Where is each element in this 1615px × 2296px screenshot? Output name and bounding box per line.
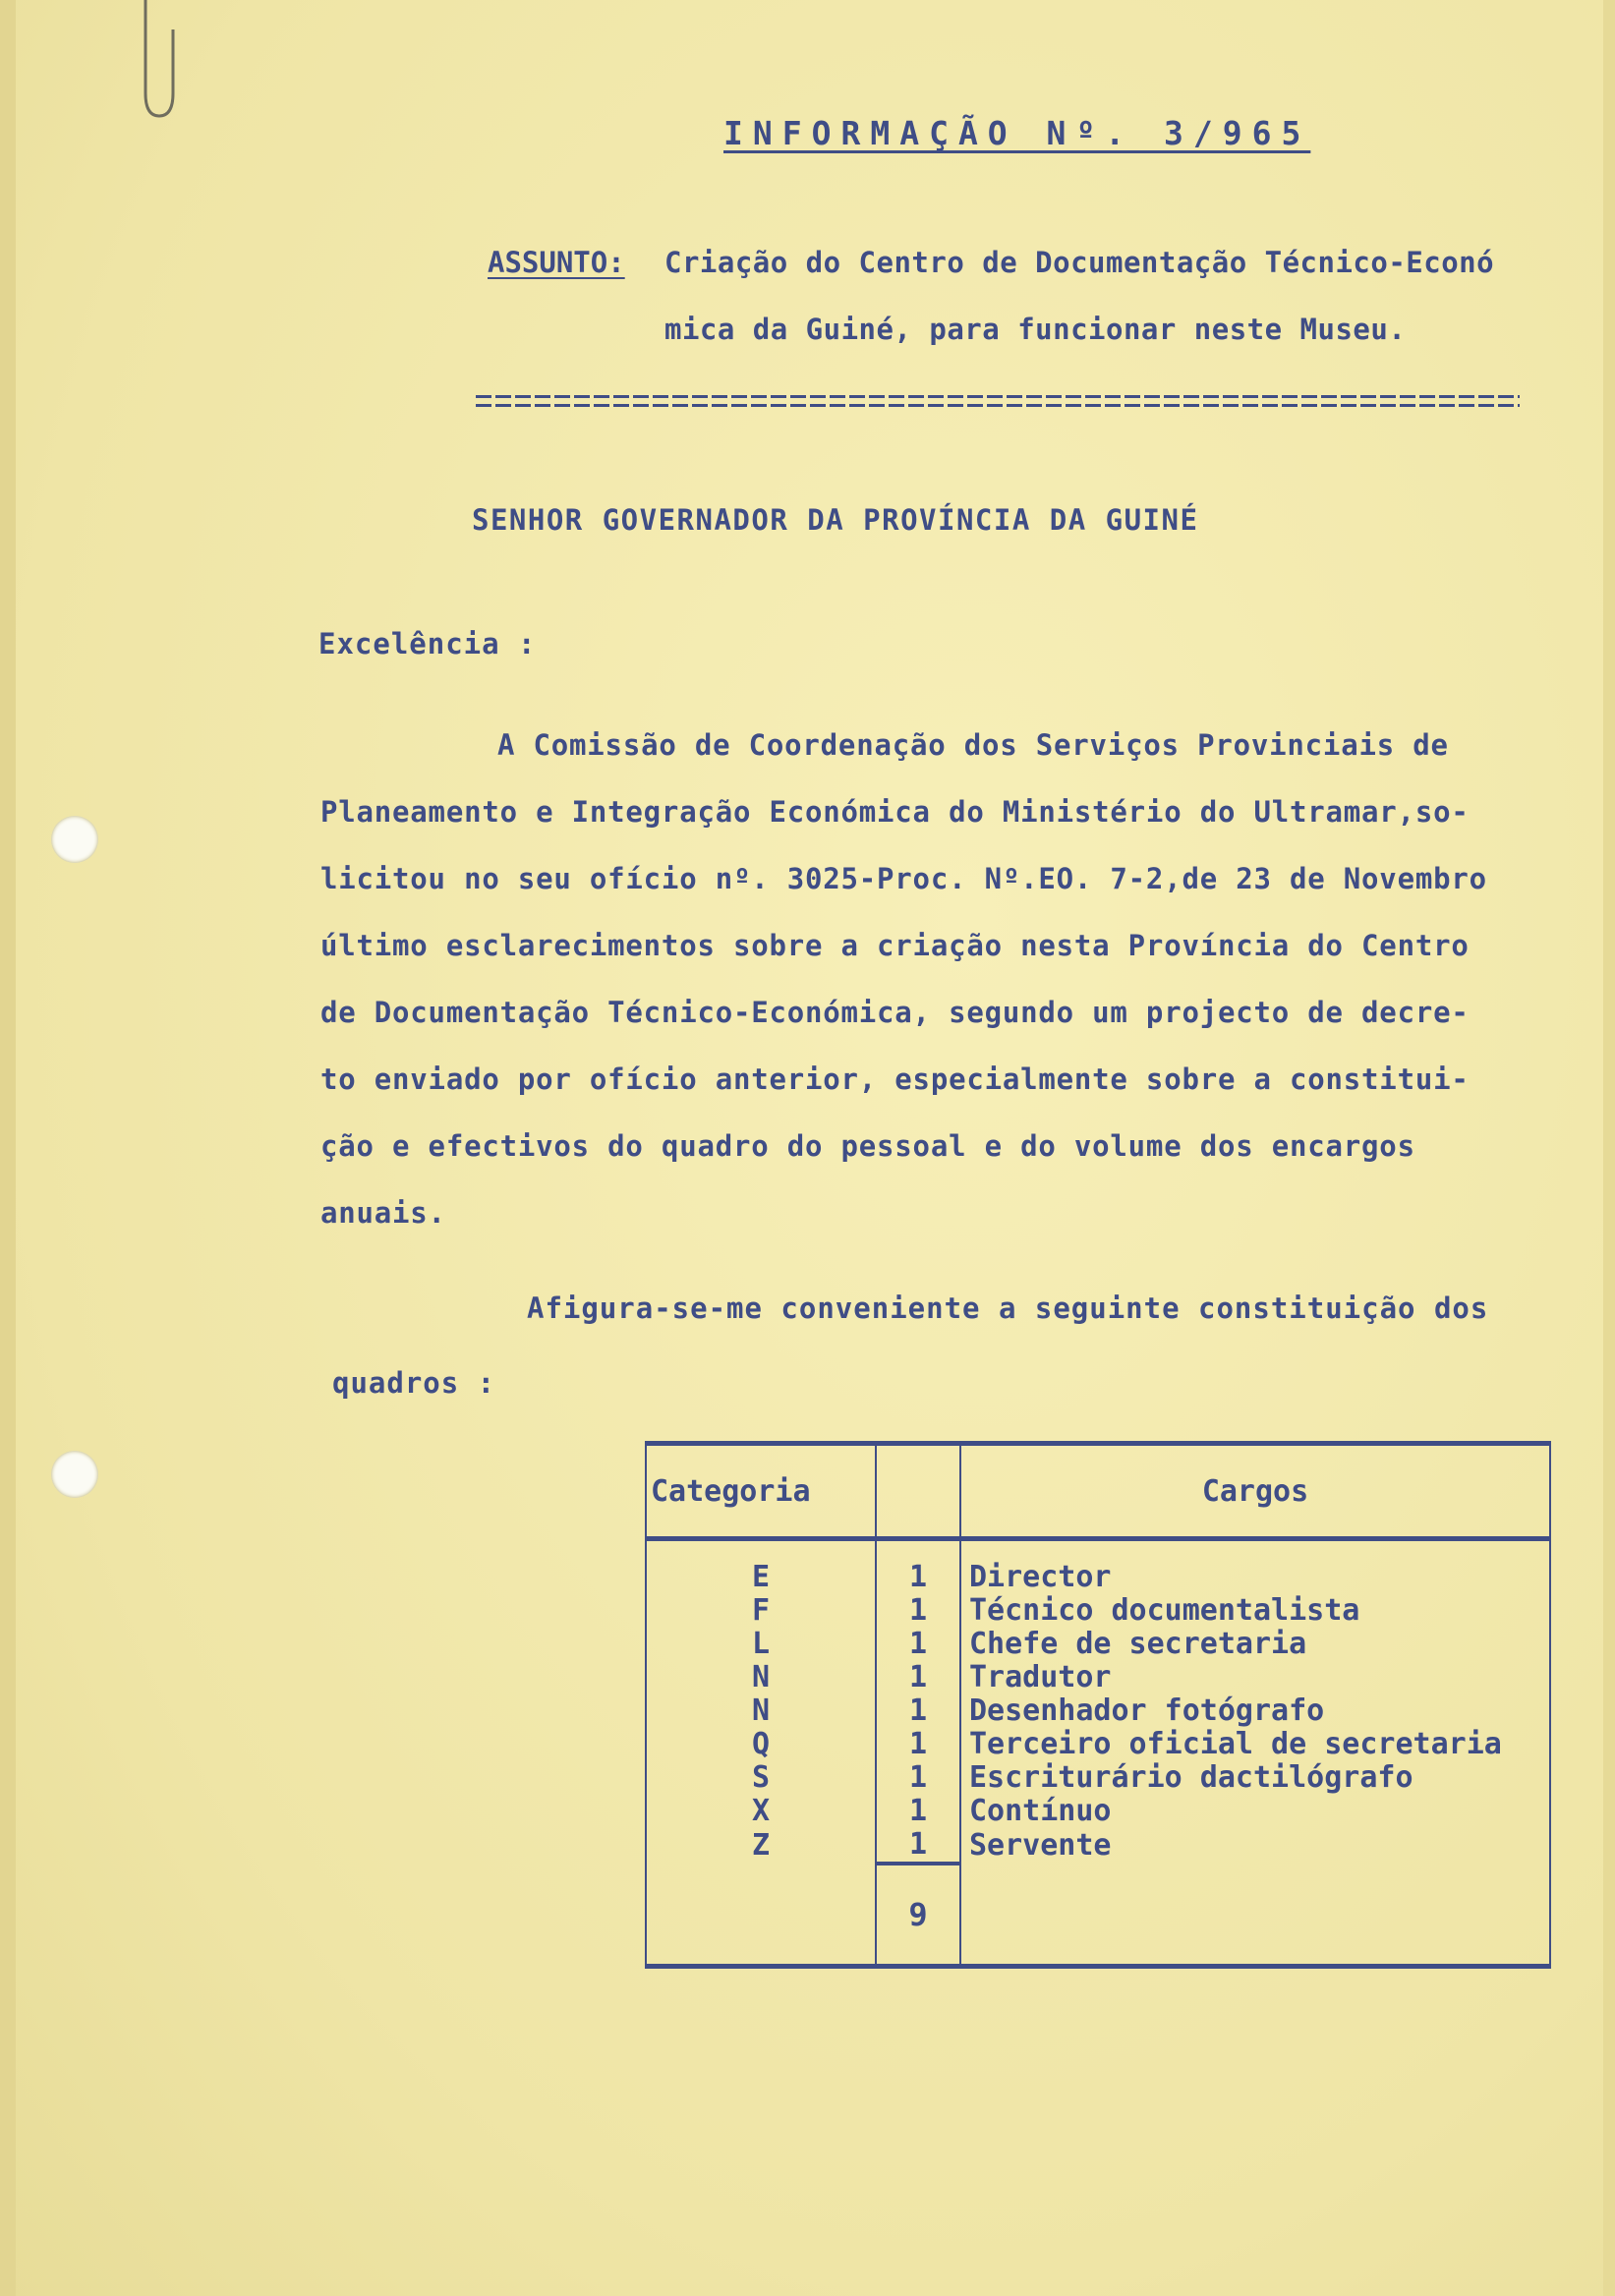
subject-line-2: mica da Guiné, para funcionar neste Museu. bbox=[664, 313, 1407, 346]
table-row bbox=[646, 1761, 1550, 1795]
cargo-cell: Tradutor bbox=[960, 1661, 1550, 1694]
category-cell: E bbox=[646, 1539, 876, 1595]
paper-left-edge bbox=[0, 0, 16, 2296]
table-total-row bbox=[646, 1864, 1550, 1967]
cargo-cell: Chefe de secretaria bbox=[960, 1628, 1550, 1661]
paragraph-line: licitou no seu ofício nº. 3025-Proc. Nº.EO. 7-2,de 23 de Novembro bbox=[320, 862, 1487, 895]
paragraph-2-line-2: quadros : bbox=[332, 1366, 496, 1400]
count-cell: 1 bbox=[876, 1694, 960, 1728]
paragraph-line: A Comissão de Coordenação dos Serviços Provinciais de bbox=[497, 728, 1449, 762]
count-cell: 1 bbox=[876, 1628, 960, 1661]
cargo-cell: Desenhador fotógrafo bbox=[960, 1694, 1550, 1728]
paragraph-2-line-1: Afigura-se-me conveniente a seguinte constituição dos bbox=[527, 1292, 1489, 1325]
table-row bbox=[646, 1694, 1550, 1728]
paragraph-line: último esclarecimentos sobre a criação nesta Província do Centro bbox=[320, 929, 1470, 962]
category-cell: Q bbox=[646, 1728, 876, 1761]
paragraph-line: to enviado por ofício anterior, especialmente sobre a constitui- bbox=[320, 1062, 1470, 1096]
category-cell: Z bbox=[646, 1828, 876, 1864]
paragraph-1 bbox=[320, 723, 1598, 1258]
cargo-cell: Director bbox=[960, 1539, 1550, 1595]
count-cell: 1 bbox=[876, 1828, 960, 1864]
table-header-row bbox=[646, 1444, 1550, 1539]
header-count bbox=[876, 1444, 960, 1539]
paragraph-line: Planeamento e Integração Económica do Ministério do Ultramar,so- bbox=[320, 795, 1470, 829]
punch-hole-bottom bbox=[51, 1451, 98, 1498]
paragraph-line: anuais. bbox=[320, 1196, 446, 1230]
header-cargos: Cargos bbox=[960, 1444, 1550, 1539]
cargo-cell: Escriturário dactilógrafo bbox=[960, 1761, 1550, 1795]
category-cell: N bbox=[646, 1661, 876, 1694]
total-empty-cell bbox=[960, 1864, 1550, 1967]
table-row bbox=[646, 1828, 1550, 1864]
category-cell: X bbox=[646, 1795, 876, 1828]
category-cell: F bbox=[646, 1594, 876, 1628]
paperclip-icon bbox=[138, 0, 177, 123]
header-categoria: Categoria bbox=[646, 1444, 876, 1539]
cargo-cell: Terceiro oficial de secretaria bbox=[960, 1728, 1550, 1761]
greeting: Excelência : bbox=[318, 627, 537, 660]
subject-line-1: Criação do Centro de Documentação Técnico-Econó bbox=[664, 246, 1495, 279]
count-cell: 1 bbox=[876, 1761, 960, 1795]
table-row bbox=[646, 1728, 1550, 1761]
staff-table bbox=[645, 1441, 1551, 1969]
table-row bbox=[646, 1795, 1550, 1828]
category-cell: N bbox=[646, 1694, 876, 1728]
punch-hole-top bbox=[51, 816, 98, 863]
category-cell: L bbox=[646, 1628, 876, 1661]
count-cell: 1 bbox=[876, 1661, 960, 1694]
count-cell: 1 bbox=[876, 1795, 960, 1828]
subject-label: ASSUNTO: bbox=[488, 246, 625, 279]
count-cell: 1 bbox=[876, 1728, 960, 1761]
paragraph-line: de Documentação Técnico-Económica, segundo um projecto de decre- bbox=[320, 996, 1470, 1029]
total-empty-cell bbox=[646, 1864, 876, 1967]
document-title: INFORMAÇÃO Nº. 3/965 bbox=[723, 114, 1311, 152]
count-cell: 1 bbox=[876, 1594, 960, 1628]
table-row bbox=[646, 1661, 1550, 1694]
paper-right-edge bbox=[1603, 0, 1615, 2296]
salutation-line: SENHOR GOVERNADOR DA PROVÍNCIA DA GUINÉ bbox=[472, 503, 1199, 537]
count-cell: 1 bbox=[876, 1539, 960, 1595]
paragraph-line: ção e efectivos do quadro do pessoal e do volume dos encargos bbox=[320, 1129, 1415, 1163]
table-row bbox=[646, 1628, 1550, 1661]
category-cell: S bbox=[646, 1761, 876, 1795]
total-count-cell: 9 bbox=[876, 1864, 960, 1967]
cargo-cell: Contínuo bbox=[960, 1795, 1550, 1828]
separator-line bbox=[476, 395, 1520, 413]
cargo-cell: Técnico documentalista bbox=[960, 1594, 1550, 1628]
table-row bbox=[646, 1539, 1550, 1595]
table-row bbox=[646, 1594, 1550, 1628]
cargo-cell: Servente bbox=[960, 1828, 1550, 1864]
